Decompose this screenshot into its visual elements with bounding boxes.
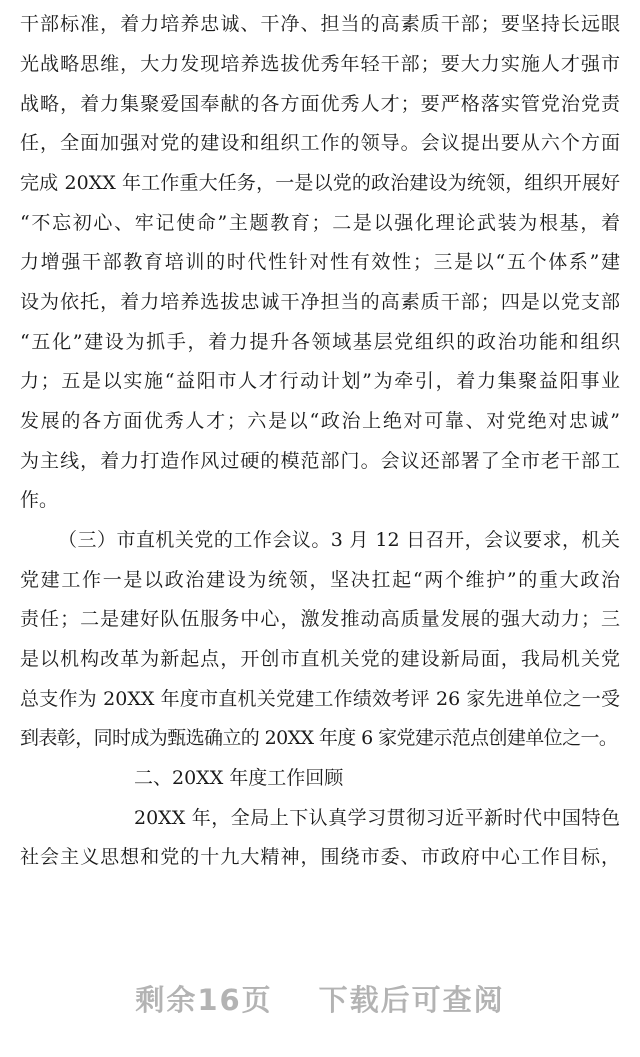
text-line-13: 作。 (20, 489, 59, 511)
text-line-22: 社会主义思想和党的十九大精神，围绕市委、市政府中心工作目标， (20, 846, 620, 868)
text-line-9: “五化”建设为抓手，着力提升各领域基层党组织的政治功能和组织 (20, 331, 620, 353)
text-line-4: 任，全面加强对党的建设和组织工作的领导。会议提出要从六个方面 (20, 132, 620, 154)
text-line-11: 发展的各方面优秀人才；六是以“政治上绝对可靠、对党绝对忠诚” (20, 410, 620, 432)
text-line-7: 力增强干部教育培训的时代性针对性有效性；三是以“五个体系”建 (20, 251, 620, 273)
section-heading: 二、20XX 年度工作回顾 (134, 767, 344, 789)
text-line-2: 光战略思维，大力发现培养选拔优秀年轻干部；要大力实施人才强市 (20, 53, 620, 75)
text-line-12: 为主线，着力打造作风过硬的模范部门。会议还部署了全市老干部工 (20, 450, 620, 472)
remaining-pages-label: 剩余16页 (135, 983, 273, 1017)
text-line-21: 20XX 年，全局上下认真学习贯彻习近平新时代中国特色 (134, 807, 620, 829)
text-line-8: 设为依托，着力培养选拔忠诚干净担当的高素质干部；四是以党支部 (20, 291, 620, 313)
text-line-1: 干部标准，着力培养忠诚、干净、担当的高素质干部；要坚持长远眼 (20, 13, 620, 35)
download-footer (0, 978, 640, 1022)
text-line-16: 责任；二是建好队伍服务中心，激发推动高质量发展的强大动力；三 (20, 608, 620, 630)
text-line-3: 战略，着力集聚爱国奉献的各方面优秀人才；要严格落实管党治党责 (20, 93, 620, 115)
download-prompt-label: 下载后可查阅 (318, 983, 505, 1017)
text-line-17: 是以机构改革为新起点，开创市直机关党的建设新局面，我局机关党 (20, 648, 620, 670)
text-line-10: 力；五是以实施“益阳市人才行动计划”为牵引，着力集聚益阳事业 (20, 370, 620, 392)
text-line-18: 总支作为 20XX 年度市直机关党建工作绩效考评 26 家先进单位之一受 (20, 688, 620, 710)
text-line-5: 完成 20XX 年工作重大任务，一是以党的政治建设为统领，组织开展好 (20, 172, 620, 194)
text-line-6: “不忘初心、牢记使命”主题教育；二是以强化理论武装为根基，着 (20, 212, 620, 234)
text-line-19: 到表彰，同时成为甄选确立的 20XX 年度 6 家党建示范点创建单位之一。 (20, 727, 618, 749)
text-line-15: 党建工作一是以政治建设为统领，坚决扛起“两个维护”的重大政治 (20, 569, 620, 591)
text-line-14: （三）市直机关党的工作会议。3 月 12 日召开，会议要求，机关 (58, 529, 620, 551)
